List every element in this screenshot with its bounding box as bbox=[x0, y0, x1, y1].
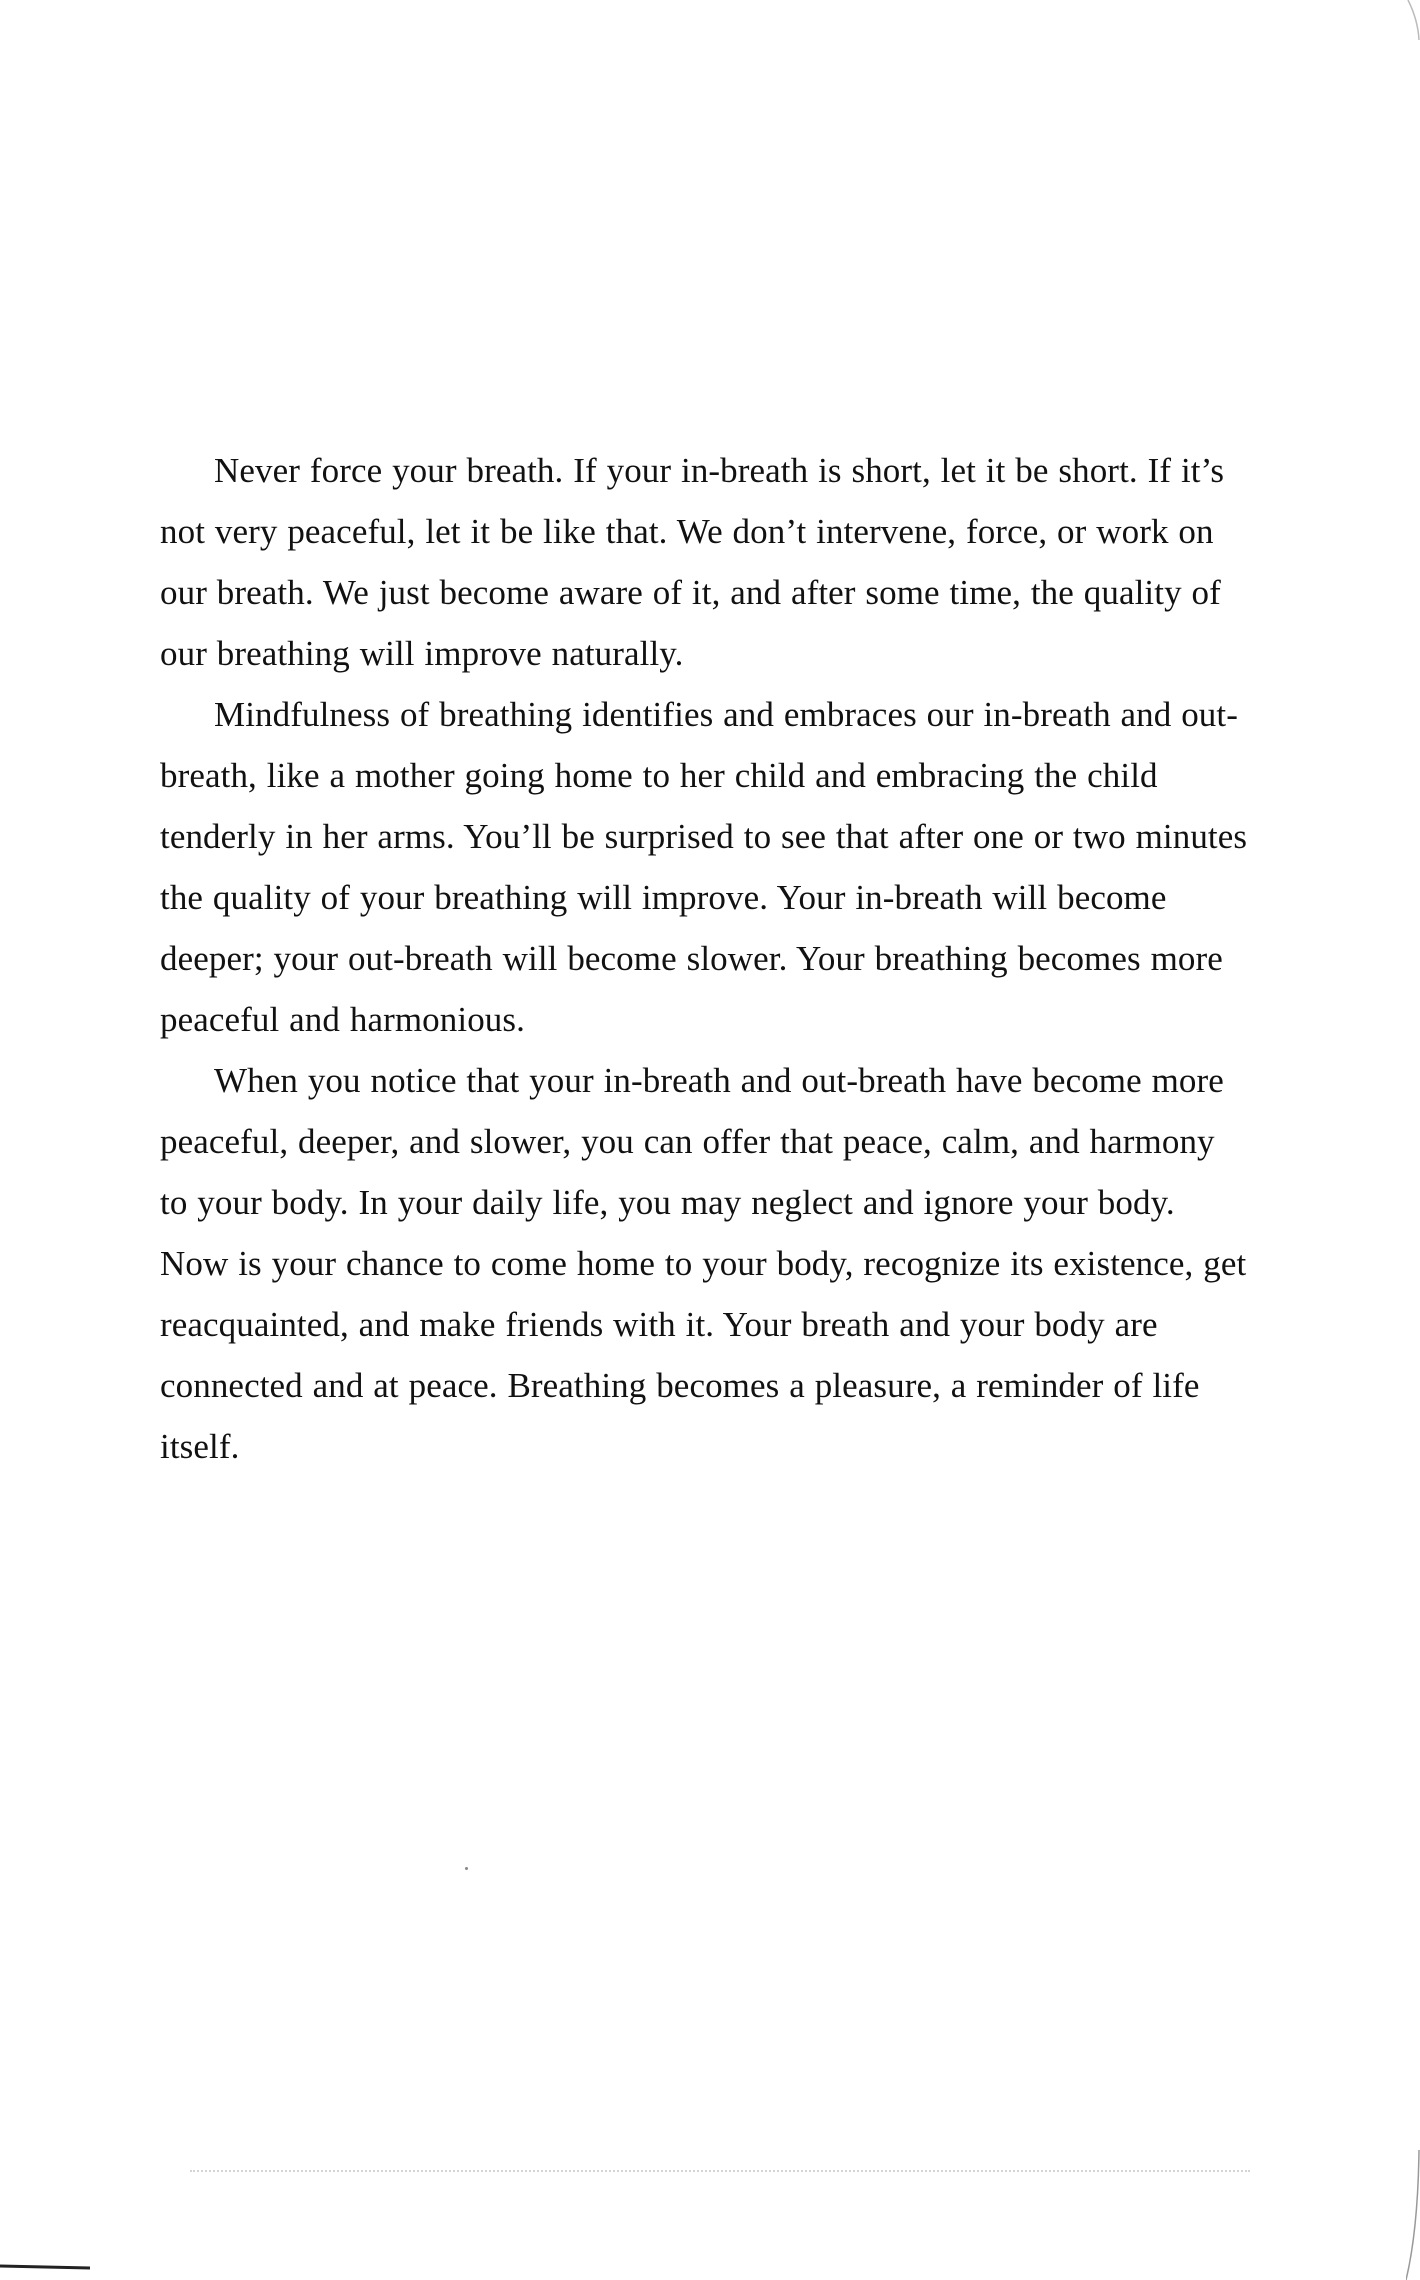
page-edge-curve bbox=[1406, 0, 1420, 2280]
scan-dotted-line bbox=[190, 2170, 1250, 2172]
page-bottom-mark bbox=[0, 2264, 90, 2270]
paragraph-1: Never force your breath. If your in-breath is short, let it be short. If it’s not very peaceful, let it be like that. We don’t intervene, force, or work on our breath. We just become aware of it, and after some time, the quality of our breathing will improve naturally. bbox=[160, 451, 1225, 673]
paragraph-3: When you notice that your in-breath and out-breath have become more peaceful, deeper, and slower, you can offer that peace, calm, and harmony to your body. In your daily life, you may neglect and ignore your body. Now is your chance to come home to your body, recognize its existence, get reacquainted, and make friends with it. Your breath and your body are connected and at peace. Breathing becomes a pleasure, a reminder of life itself. bbox=[160, 1061, 1247, 1466]
paragraph-2: Mindfulness of breathing identifies and embraces our in-breath and out-breath, like a mother going home to her child and embracing the child tenderly in her arms. You’ll be surprised to see that after one or two minutes the quality of your breathing will improve. Your in-breath will become deeper; your out-breath will become slower. Your breathing becomes more peaceful and harmonious. bbox=[160, 695, 1248, 1039]
scan-speck bbox=[465, 1867, 468, 1870]
body-text bbox=[160, 440, 1250, 1477]
